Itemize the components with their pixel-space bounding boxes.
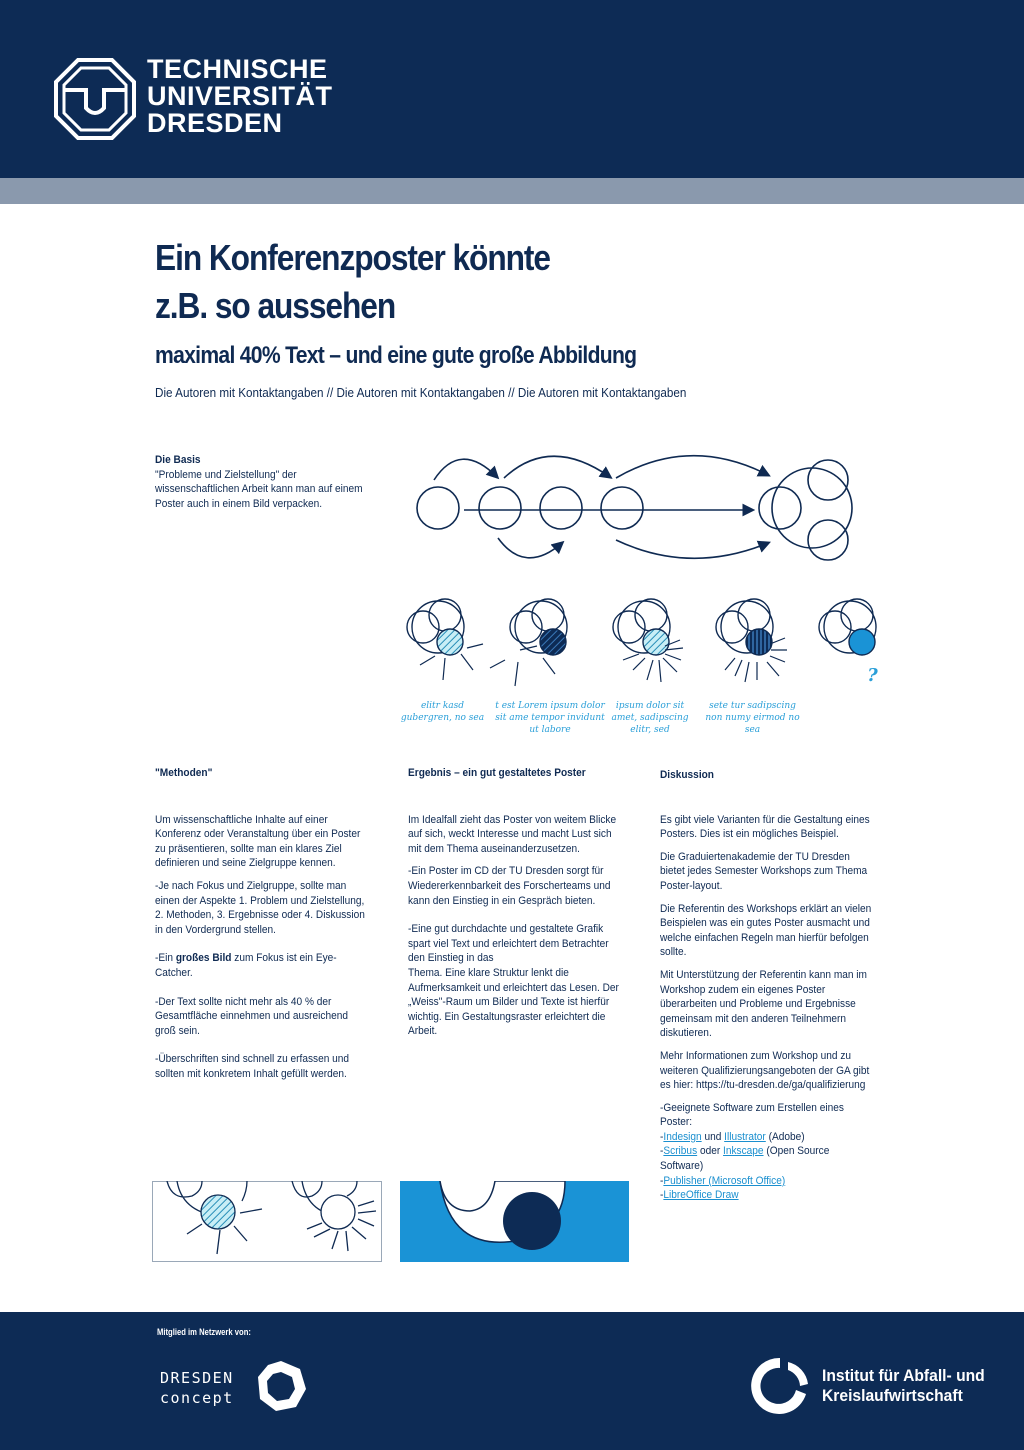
poster-title — [155, 234, 550, 330]
paragraph: -Je nach Fokus und Zielgruppe, sollte man einen der Aspekte 1. Problem und Zielstellung, 2. Methoden, 3. Ergebnisse oder 4. Diskussion in den Vordergrund stellen. — [155, 879, 365, 936]
caption-1: elitr kasd gubergren, no sea — [400, 701, 485, 723]
paragraph: -Der Text sollte nicht mehr als 40 % der Gesamtfläche einnehmen und ausreichend groß sein. — [155, 995, 348, 1037]
paragraph: -Überschriften sind schnell zu erfassen und sollten mit konkretem Inhalt gefüllt werden. — [155, 1053, 350, 1080]
paragraph: Die Referentin des Workshops erklärt an vielen Beispielen was ein gutes Poster ausmacht und welche einfachen Regeln man hierfür befolgen sollte. — [660, 902, 872, 959]
gray-band — [0, 178, 1024, 204]
paragraph: -Eine gut durchdachte und gestaltete Grafik spart viel Text und erleichtert dem Betrachter den Einstieg in das — [408, 923, 609, 965]
logo-line: DRESDEN — [147, 108, 283, 138]
software-intro: -Geeignete Software zum Erstellen eines Poster: — [660, 1101, 844, 1129]
illustrator-link[interactable]: Illustrator — [724, 1130, 766, 1143]
paragraph: Um wissenschaftliche Inhalte auf einer Konferenz oder Veranstaltung über ein Poster zu präsentieren, sollte man ein klares Ziel definieren und seine Zielgruppe kennen. — [155, 813, 361, 870]
authors: Die Autoren mit Kontaktangaben // Die Autoren mit Kontaktangaben // Die Autoren mit Kontaktangaben — [155, 385, 687, 400]
diskussion-heading: Diskussion — [660, 769, 714, 781]
paragraph: Es gibt viele Varianten für die Gestaltung eines Posters. Dies ist ein mögliches Beispiel. — [660, 813, 870, 841]
tu-dresden-logo-icon — [54, 58, 136, 140]
institute-name — [822, 1366, 985, 1406]
ergebnis-column — [408, 766, 621, 1047]
software-line: -Scribus oder Inkscape (Open Source Software) — [660, 1145, 830, 1173]
emphasis: großes Bild — [175, 952, 232, 965]
software-line: -Indesign und Illustrator (Adobe) — [660, 1130, 805, 1143]
paragraph: Thema. Eine klare Struktur lenkt die Aufmerksamkeit und erleichtert das Lesen. Der „Weiss"-Raum um Bilder und Texte ist hierfür wichtig. Ein Gestaltungsraster erleichtert die Arbeit. — [408, 966, 619, 1038]
title-line-2: z.B. so aussehen — [155, 285, 396, 326]
methoden-heading: "Methoden" — [155, 767, 213, 779]
caption-question: ? — [867, 665, 878, 686]
basis-heading: Die Basis — [155, 454, 201, 466]
detail-image-2 — [400, 1181, 629, 1262]
header-bar — [0, 0, 1024, 178]
detail-image-1 — [152, 1181, 382, 1262]
dresden-concept-icon — [254, 1359, 308, 1413]
paragraph: Mehr Informationen zum Workshop und zu weiteren Qualifizierungsangeboten der GA gibt es hier: https://tu-dresden.de/ga/qualifizierung — [660, 1049, 870, 1092]
ergebnis-heading: Ergebnis – ein gut gestaltetes Poster — [408, 767, 586, 779]
scribus-link[interactable]: Scribus — [663, 1145, 698, 1158]
libreoffice-link[interactable]: LibreOffice Draw — [663, 1189, 739, 1202]
logo-line: TECHNISCHE — [147, 54, 328, 84]
text: und — [701, 1130, 725, 1143]
network-label: Mitglied im Netzwerk von: — [157, 1327, 251, 1337]
poster-subtitle: maximal 40% Text – und eine gute große Abbildung — [155, 342, 637, 369]
caption-2: t est Lorem ipsum dolor sit ame tempor invidunt ut labore — [495, 701, 605, 735]
paragraph: Im Idealfall zieht das Poster von weitem Blicke auf sich, weckt Interesse und macht Lust sich mit dem Thema auseinanderzusetzen. — [408, 813, 617, 855]
text: zum Fokus ist ein Eye-Catcher. — [155, 952, 337, 979]
software-line: -Publisher (Microsoft Office) — [660, 1174, 786, 1187]
logo-text: DRESDEN — [160, 1369, 234, 1387]
logo-text: concept — [160, 1389, 234, 1407]
text: -Ein — [155, 952, 176, 965]
text: oder — [697, 1145, 724, 1158]
paragraph: -Ein Poster im CD der TU Dresden sorgt für Wiedererkennbarkeit des Forscherteams und kann den Einstieg in ein Gespräch bieten. — [408, 865, 611, 907]
paragraph — [155, 951, 368, 980]
basis-section — [155, 453, 367, 511]
text: (Open Source Software) — [660, 1145, 830, 1173]
dresden-concept-logo — [160, 1368, 234, 1408]
institute-line: Institut für Abfall- und — [822, 1366, 985, 1385]
variants-diagram — [395, 590, 895, 700]
footer — [0, 1312, 1024, 1450]
logo-line: UNIVERSITÄT — [147, 81, 333, 111]
institute-logo-icon — [748, 1354, 812, 1418]
paragraph: Die Graduiertenakademie der TU Dresden bietet jedes Semester Workshops zum Thema Poster-layout. — [660, 850, 868, 892]
institute-line: Kreislaufwirtschaft — [822, 1386, 963, 1405]
basis-text: "Probleme und Zielstellung" der wissenschaftlichen Arbeit kann man auf einem Poster auch in einem Bild verpacken. — [155, 468, 363, 510]
paragraph: Mit Unterstützung der Referentin kann man im Workshop zudem ein eigenes Poster überarbeiten und Probleme und Ergebnisse gemeinsam mit den anderen Teilnehmern diskutieren. — [660, 968, 867, 1040]
title-line-1: Ein Konferenzposter könnte — [155, 237, 550, 278]
process-diagram — [400, 440, 860, 580]
publisher-link[interactable]: Publisher (Microsoft Office) — [663, 1174, 786, 1187]
caption-3: ipsum dolor sit amet, sadipscing elitr, sed — [611, 701, 689, 735]
inkscape-link[interactable]: Inkscape — [723, 1145, 764, 1158]
methoden-column — [155, 766, 368, 1090]
caption-4: sete tur sadipscing non numy eirmod no sea — [705, 701, 800, 735]
indesign-link[interactable]: Indesign — [663, 1130, 702, 1143]
software-line: -LibreOffice Draw — [660, 1189, 739, 1202]
university-name — [147, 56, 333, 137]
diskussion-column — [660, 768, 873, 1203]
text: (Adobe) — [765, 1130, 805, 1143]
